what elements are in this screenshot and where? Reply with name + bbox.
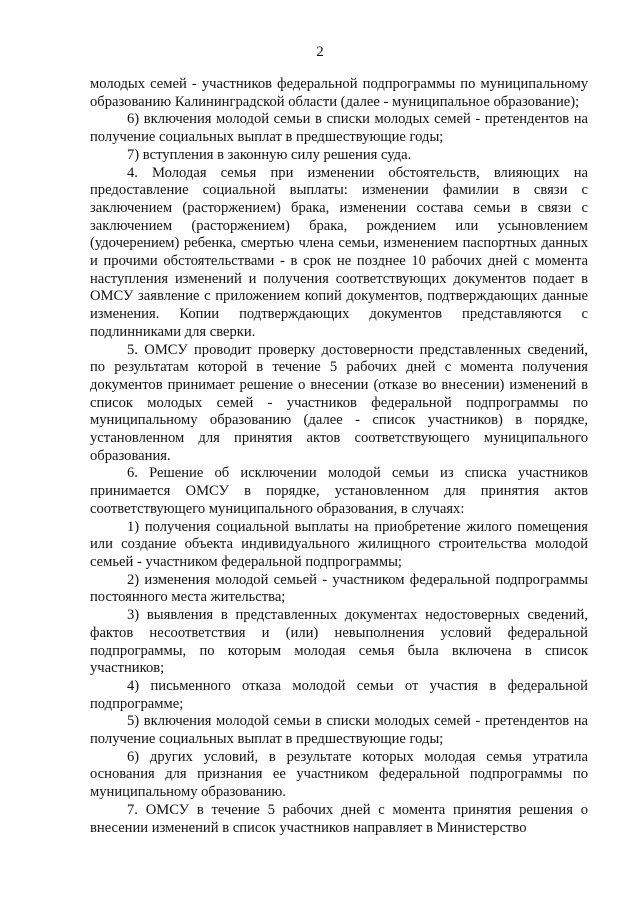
clause-6-item-1: 1) получения социальной выплаты на приобретение жилого помещения или создание объекта индивидуального жилищного строительства молодой семьей - участником федеральной подпрограммы;: [90, 518, 588, 570]
clause-6-item-3: 3) выявления в представленных документах недостоверных сведений, фактов несоответствия и (или) невыполнения условий федеральной подпрограммы, по которым молодая семья была включена в список участников;: [90, 607, 588, 677]
document-body: [90, 76, 588, 837]
clause-6-item-2: 2) изменения молодой семьей - участником федеральной подпрограммы постоянного места жительства;: [90, 571, 588, 606]
list-item-6: 6) включения молодой семьи в списки молодых семей - претендентов на получение социальных выплат в предшествующие годы;: [90, 111, 588, 146]
list-item-7: 7) вступления в законную силу решения суда.: [127, 146, 412, 163]
page-number: 2: [316, 44, 324, 60]
clause-6-item-5: 5) включения молодой семьи в списки молодых семей - претендентов на получение социальных выплат в предшествующие годы;: [90, 713, 588, 748]
paragraph-continuation: молодых семей - участников федеральной подпрограммы по муниципальному образованию Калининградской области (далее - муниципальное образование);: [90, 76, 588, 110]
clause-5: 5. ОМСУ проводит проверку достоверности представленных сведений, по результатам которой в течение 5 рабочих дней с момента получения документов принимает решение о внесении (отказе во внесении) изменений в список молодых семей - участников федеральной подпрограммы по муниципальному образованию (далее - список участников) в порядке, установленном для принятия актов соответствующего муниципального образования.: [90, 341, 588, 464]
clause-6-item-4: 4) письменного отказа молодой семьи от участия в федеральной подпрограмме;: [90, 677, 588, 712]
clause-7: 7. ОМСУ в течение 5 рабочих дней с момента принятия решения о внесении изменений в список участников направляет в Министерство: [90, 801, 588, 836]
clause-6: 6. Решение об исключении молодой семьи из списка участников принимается ОМСУ в порядке, установленном для принятия актов соответствующего муниципального образования, в случаях:: [90, 465, 588, 517]
clause-6-item-6: 6) других условий, в результате которых молодая семья утратила основания для признания ее участником федеральной подпрограммы по муниципальному образованию.: [90, 748, 588, 801]
clause-4: 4. Молодая семья при изменении обстоятельств, влияющих на предоставление социальной выплаты: изменении фамилии в связи с заключением (расторжением) брака, изменении состава семьи в связи с заключением (расторжением) брака, рождением или усыновлением (удочерением) ребенка, смертью члена семьи, изменением паспортных данных и прочими обстоятельствами - в срок не позднее 10 рабочих дней с момента наступления изменений и получения соответствующих документов подает в ОМСУ заявление с приложением копий документов, подтверждающих данные изменения. Копии подтверждающих документов представляются с подлинниками для сверки.: [90, 164, 588, 340]
